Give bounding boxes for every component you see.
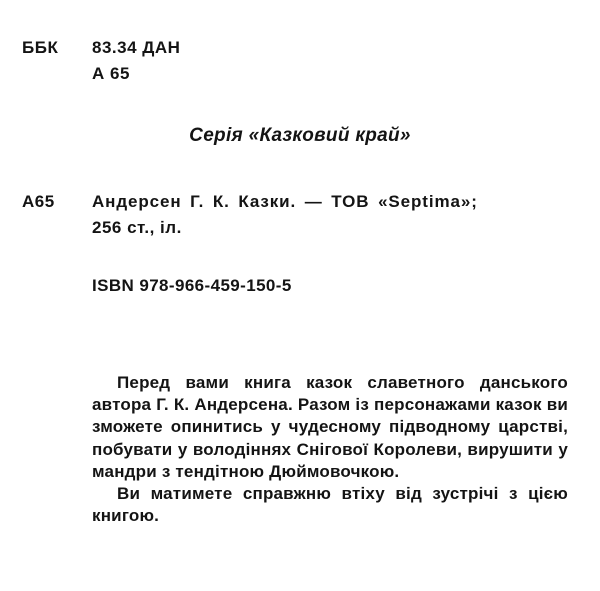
- bbk-label: ББК: [22, 38, 59, 57]
- annotation-text: [92, 372, 568, 527]
- author-sign: А 65: [92, 64, 130, 83]
- series-title: Серія «Казковий край»: [189, 125, 411, 146]
- catalog-index: А65: [22, 192, 55, 211]
- isbn: ISBN 978-966-459-150-5: [92, 276, 292, 295]
- annotation-paragraph-1: Перед вами книга казок славетного данського автора Г. К. Андерсена. Разом із персонажами казок ви зможете опинитись у чудесному підводному царстві, побувати у володіннях Снігової Королеви, вирушити у мандри з тендітною Дюймовочкою.: [92, 373, 568, 481]
- bbk-classification-code: 83.34 ДАН: [92, 38, 181, 57]
- annotation-paragraph-2: Ви матимете справжню втіху від зустрічі з цією книгою.: [92, 484, 568, 526]
- bibliographic-line-1: Андерсен Г. К. Казки. — ТОВ «Septima»;: [92, 192, 478, 211]
- bibliographic-line-2: 256 ст., іл.: [92, 218, 182, 237]
